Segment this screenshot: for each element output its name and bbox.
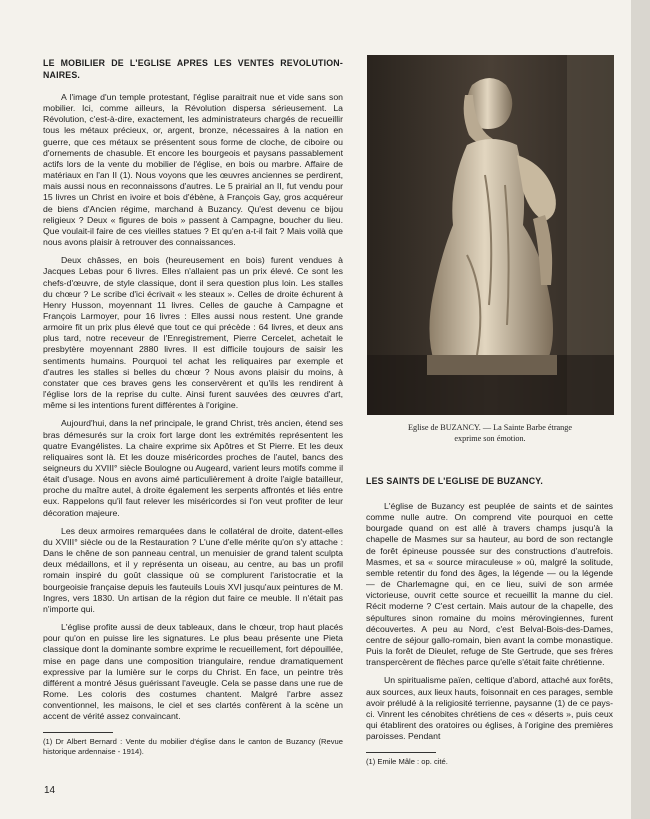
- sainte-barbe-statue-image: [367, 55, 614, 415]
- section-heading-mobilier: LE MOBILIER DE L'EGLISE APRES LES VENTES REVOLUTION-NAIRES.: [43, 58, 343, 80]
- section-heading-saints: LES SAINTS DE L'EGLISE DE BUZANCY.: [366, 476, 544, 486]
- footnote-rule: [366, 752, 436, 753]
- page-number: 14: [44, 785, 56, 796]
- page-edge: [631, 0, 650, 819]
- footnote: (1) Dr Albert Bernard : Vente du mobilier d'église dans le canton de Buzancy (Revue historique ardennaise - 1914).: [43, 737, 343, 757]
- statue-photo: [367, 55, 614, 415]
- left-column: [43, 57, 343, 764]
- paragraph: Les deux armoires remarquées dans le collatéral de droite, datent-elles du XVIII° siècle ou de la Restauration ? L'une d'elle mérite qu'on s'y attache : Dans le chêne de son panneau central, un menuisier de grand talent sculpta deux médaillons, et il y représenta un oiseau, au centre, au bas un profil romain inspiré du goût classique où se complurent l'aristocratie et la bourgeoisie française depuis les fauteuils Louis XVI jusqu'aux peintures de M. Ingres, vers 1830. Un artisan de la région dut faire ce meuble. Il n'était pas n'importe qui.: [43, 525, 343, 614]
- paragraph: L'église de Buzancy est peuplée de saints et de saintes comme nulle autre. On comprend vite pourquoi en cette bourgade quand on est allé à travers champs jusqu'à la chapelle de Masmes sur sa hauteur, au bord de son rectangle de forêt épineuse poussée sur des constructions d'autrefois. Masmes, et sa « source miraculeuse » où, malgré la solitude, semble retentir du fond des âges, la légende — ou la légende — de Charlemagne qui, en ce lieu, suivi de son armée victorieuse, ouvrit cette source et recueillit la manne du ciel. Récit moderne ? C'est certain. Mais autour de la chapelle, des sépultures sinon romaine du moins mérovingiennes, furent découvertes. A peu au Nord, c'est Belval-Bois-des-Dames, centre de séjour gallo-romain, bien avant la combe monastique. Puis la forêt de Dieulet, refuge de Ste Gertrude, que ses frères transpercèrent de flèches parce qu'elle s'était faite chrétienne.: [366, 501, 613, 668]
- paragraph: Aujourd'hui, dans la nef principale, le grand Christ, très ancien, étend ses bras démesurés sur la croix fort large dont les extrémités représentent les quatre Evangélistes. La chaire exprime six Apôtres et St Pierre. Et les deux reliquaires sont là. Et les douze miséricordes proches de l'autel, bancs des seigneurs du XVIII° siècle Boulogne ou Augeard, varient leurs motifs comme il était d'usage. Nous en avons aimé particulièrement à droite l'aigle batailleur, proche du maître autel, à droite également les serpents affrontés et liés entre eux. Rappelons qu'il faut relever les miséricordes si l'on veut profiter de leur décoration majeure.: [43, 418, 343, 518]
- right-column: [366, 475, 613, 774]
- paragraph: Un spiritualisme païen, celtique d'abord, attaché aux forêts, aux sources, aux lieux hauts, foisonnait en ces parages, semble avoir préludé à la religiosité terrienne, paysanne (1) de ce pays-ci. Vinrent les cénobites chrétiens de ces « déserts », puis ceux qui établirent des oratoires ou églises, à l'origine des premières paroisses. Pendant: [366, 675, 613, 742]
- photo-caption: [375, 423, 605, 444]
- paragraph: Deux châsses, en bois (heureusement en bois) furent vendues à Jacques Lebas pour 6 livres. Elles n'allaient pas un prix élevé. Ce sont les chefs-d'œuvre, de style classique, dont il sera question plus loin. Les stalles du chœur ? Le scribe d'ici écrivait « les steaux ». Celles de droite échurent à Henry Husson, moyennant 11 livres. Celles de gauche à Campagne et François Larmoyer, pour 16 livres : Elles aussi nous restent. Une grande armoire fit un prix plus élevé que tout ce qui précède : 64 livres, et deux ans plus tard, notre receveur de l'Enregistrement, Pierre Cercelet, achetait le presbytère moyennant 2880 livres. Il est difficile toujours de saisir les sentiments humains. Pourquoi tel achat les reliquaires par exemple et d'autres les stalles si belles du chœur ? Nous avons plaisir du moins, à constater que ces braves gens les conservèrent et qu'ils les rendirent à l'église lors de la reprise du culte. Ainsi furent sauvées des œuvres d'art, même si les intentions furent différentes à l'origine.: [43, 255, 343, 411]
- paragraph: A l'image d'un temple protestant, l'église paraitrait nue et vide sans son mobilier. Ici, comme ailleurs, la Révolution dispersa sérieusement. La Révolution, c'est-à-dire, exactement, les administrateurs chargés de recueillir tous les métaux précieux, or, argent, bronze, nécessaires à la nation en guerre, que ces métaux se présentent sous forme de cloche, de ciboire ou d'ornements de chasuble. Et encore les bourgeois et paysans passablement actifs lors de la vente du mobilier de l'église, en bois ou marbre. Affaire de matériaux en l'an II (1). Nous voyons que les œuvres anciennes se perdirent, mais aussi nous en reconnaissons d'autres. Le 5 prairial an II, fut vendu pour 15 livres un Christ en ivoire et bois d'ébène, à François Gay, gros acquéreur de biens d'Ancien régime, marchand à Buzancy. Qu'est devenu ce bijou religieux ? Deux « figures de bois » passent à Campagne, boucher du lieu. Que voulait-il faire de ces vieilles statues ? Et qu'en a-t-il fait ? Mais voilà que nous avons plaisir à retrouver des connaissances.: [43, 92, 343, 248]
- footnote-rule: [43, 732, 113, 733]
- caption-line: exprime son émotion.: [454, 433, 526, 443]
- footnote: (1) Emile Mâle : op. cité.: [366, 757, 448, 767]
- paragraph: L'église profite aussi de deux tableaux, dans le chœur, trop haut placés pour qu'on en puisse lire les signatures. Le plus beau présente une Pieta classique dont la dominante sombre exprime le recueillement, fort dépouillée, mise en page dans une composition triangulaire, rendue dramatiquement expressive par la lumière sur le corps du Christ. En face, un peintre très différent a montré Jésus guérissant l'aveugle. Cela se passe dans une rue de Rome. Les coloris des costumes chantent. Malgré l'arbre assez conventionnel, les maisons, le ciel et ses clartés confèrent à la scène un accent de vérité assez convaincant.: [43, 622, 343, 722]
- caption-line: Eglise de BUZANCY. — La Sainte Barbe étrange: [407, 423, 572, 432]
